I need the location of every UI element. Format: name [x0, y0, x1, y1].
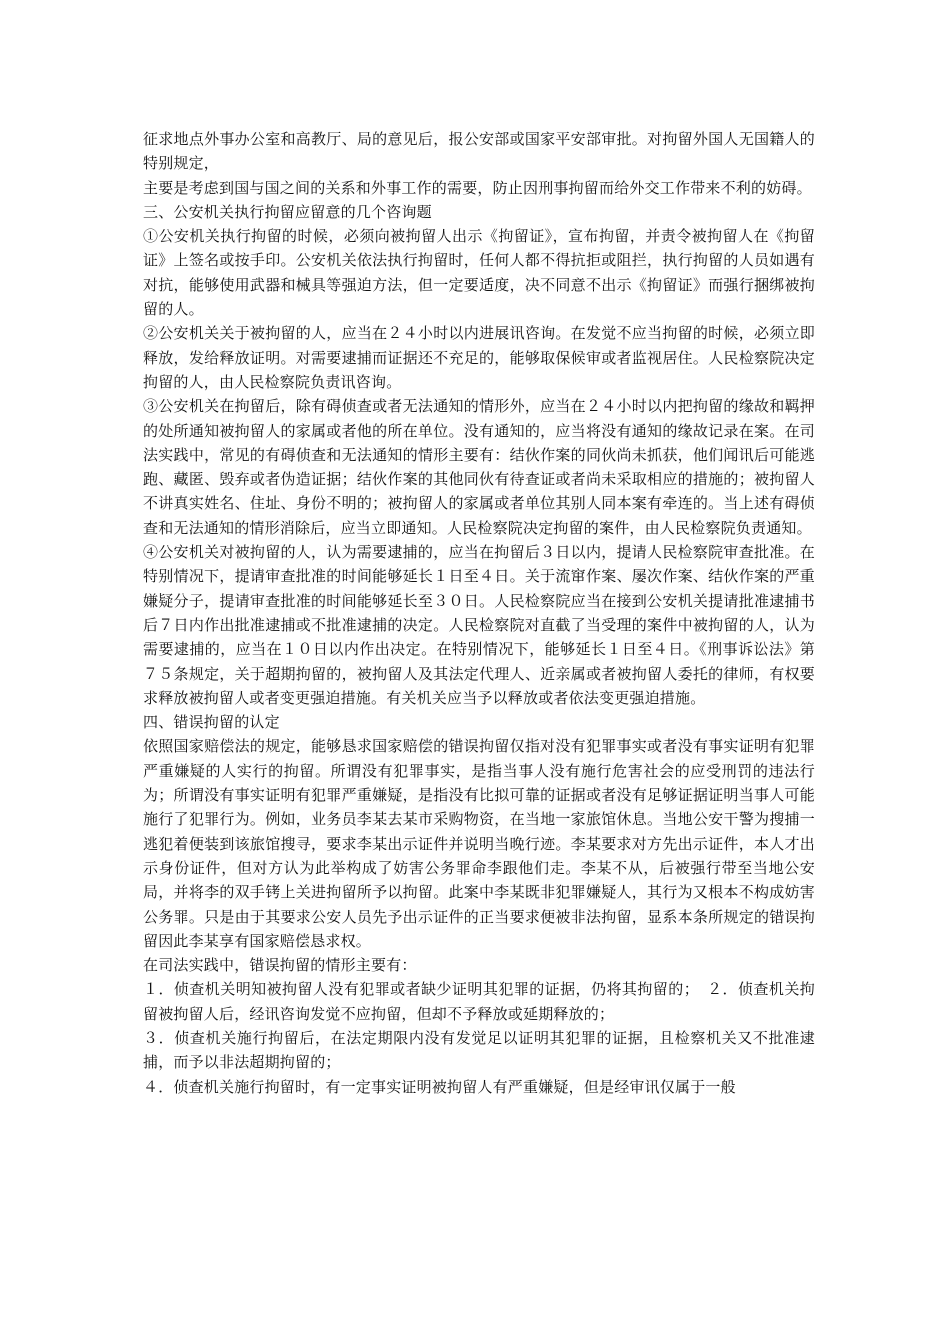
- list-item-1-2: １．侦查机关明知被拘留人没有犯罪或者缺少证明其犯罪的证据，仍将其拘留的； ２．侦查机关拘留被拘留人后，经讯咨询发觉不应拘留，但却不予释放或延期释放的；: [143, 980, 815, 1023]
- paragraph-item-1: ①公安机关执行拘留的时候，必须向被拘留人出示《拘留证》，宣布拘留，并责令被拘留人在《拘留证》上签名或按手印。公安机关依法执行拘留时，任何人都不得抗拒或阻拦，执行拘留的人员如遇有对抗，能够使用武器和械具等强迫方法，但一定要适度，决不同意不出示《拘留证》而强行捆绑被拘留的人。: [143, 227, 815, 319]
- section-heading-3: 三、公安机关执行拘留应留意的几个咨询题: [143, 202, 432, 221]
- section-heading-4: 四、错误拘留的认定: [143, 713, 280, 732]
- paragraph-item-4: ④公安机关对被拘留的人，认为需要逮捕的，应当在拘留后３日以内，提请人民检察院审查批准。在特别情况下，提请审查批准的时间能够延长１日至４日。关于流窜作案、屡次作案、结伙作案的严重嫌疑分子，提请审查批准的时间能够延长至３０日。人民检察院应当在接到公安机关提请批准逮捕书后７日内作出批准逮捕或不批准逮捕的决定。人民检察院对直截了当受理的案件中被拘留的人，认为需要逮捕的，应当在１０日以内作出决定。在特别情况下，能够延长１日至４日。《刑事诉讼法》第７５条规定，关于超期拘留的，被拘留人及其法定代理人、近亲属或者被拘留人委托的律师，有权要求释放被拘留人或者变更强迫措施。有关机关应当予以释放或者依法变更强迫措施。: [143, 543, 815, 707]
- list-item-4: ４．侦查机关施行拘留时，有一定事实证明被拘留人有严重嫌疑，但是经审讯仅属于一般: [143, 1077, 736, 1096]
- paragraph-intro-list: 在司法实践中，错误拘留的情形主要有：: [143, 956, 417, 975]
- paragraph-2: 主要是考虑到国与国之间的关系和外事工作的需要，防止因刑事拘留而给外交工作带来不利的妨碍。: [143, 178, 812, 197]
- paragraph-item-2: ②公安机关关于被拘留的人，应当在２４小时以内进展讯咨询。在发觉不应当拘留的时候，必须立即释放，发给释放证明。对需要逮捕而证据还不充足的，能够取保候审或者监视居住。人民检察院决定拘留的人，由人民检察院负责讯咨询。: [143, 324, 815, 391]
- document-body: [143, 127, 815, 1099]
- list-item-3: ３．侦查机关施行拘留后，在法定期限内没有发觉足以证明其犯罪的证据，且检察机关又不批准逮捕，而予以非法超期拘留的；: [143, 1028, 815, 1072]
- paragraph-item-3: ③公安机关在拘留后，除有碍侦查或者无法通知的情形外，应当在２４小时以内把拘留的缘故和羁押的处所通知被拘留人的家属或者他的所在单位。没有通知的，应当将没有通知的缘故记录在案。在司法实践中，常见的有碍侦查和无法通知的情形主要有：结伙作案的同伙尚未抓获，他们闻讯后可能逃跑、藏匿、毁弃或者伪造证据；结伙作案的其他同伙有待查证或者尚未采取相应的措施的；被拘留人不讲真实姓名、住址、身份不明的；被拘留人的家属或者单位其别人同本案有牵连的。当上述有碍侦查和无法通知的情形消除后，应当立即通知。人民检察院决定拘留的案件，由人民检察院负责通知。: [143, 397, 815, 537]
- paragraph-wrongful-detention: 依照国家赔偿法的规定，能够恳求国家赔偿的错误拘留仅指对没有犯罪事实或者没有事实证明有犯罪严重嫌疑的人实行的拘留。所谓没有犯罪事实，是指当事人没有施行危害社会的应受刑罚的违法行为；所谓没有事实证明有犯罪严重嫌疑，是指没有比拟可靠的证据或者没有足够证据证明当事人可能施行了犯罪行为。例如，业务员李某去某市采购物资，在当地一家旅馆休息。当地公安干警为搜捕一逃犯着便装到该旅馆搜寻，要求李某出示证件并说明当晚行迹。李某要求对方先出示证件，本人才出示身份证件，但对方认为此举构成了妨害公务罪命李跟他们走。李某不从，后被强行带至当地公安局，并将李的双手铐上关进拘留所予以拘留。此案中李某既非犯罪嫌疑人，其行为又根本不构成妨害公务罪。只是由于其要求公安人员先予出示证件的正当要求便被非法拘留，显系本条所规定的错误拘留因此李某享有国家赔偿恳求权。: [143, 737, 815, 950]
- paragraph-1: 征求地点外事办公室和高教厅、局的意见后，报公安部或国家平安部审批。对拘留外国人无国籍人的特别规定，: [143, 130, 815, 173]
